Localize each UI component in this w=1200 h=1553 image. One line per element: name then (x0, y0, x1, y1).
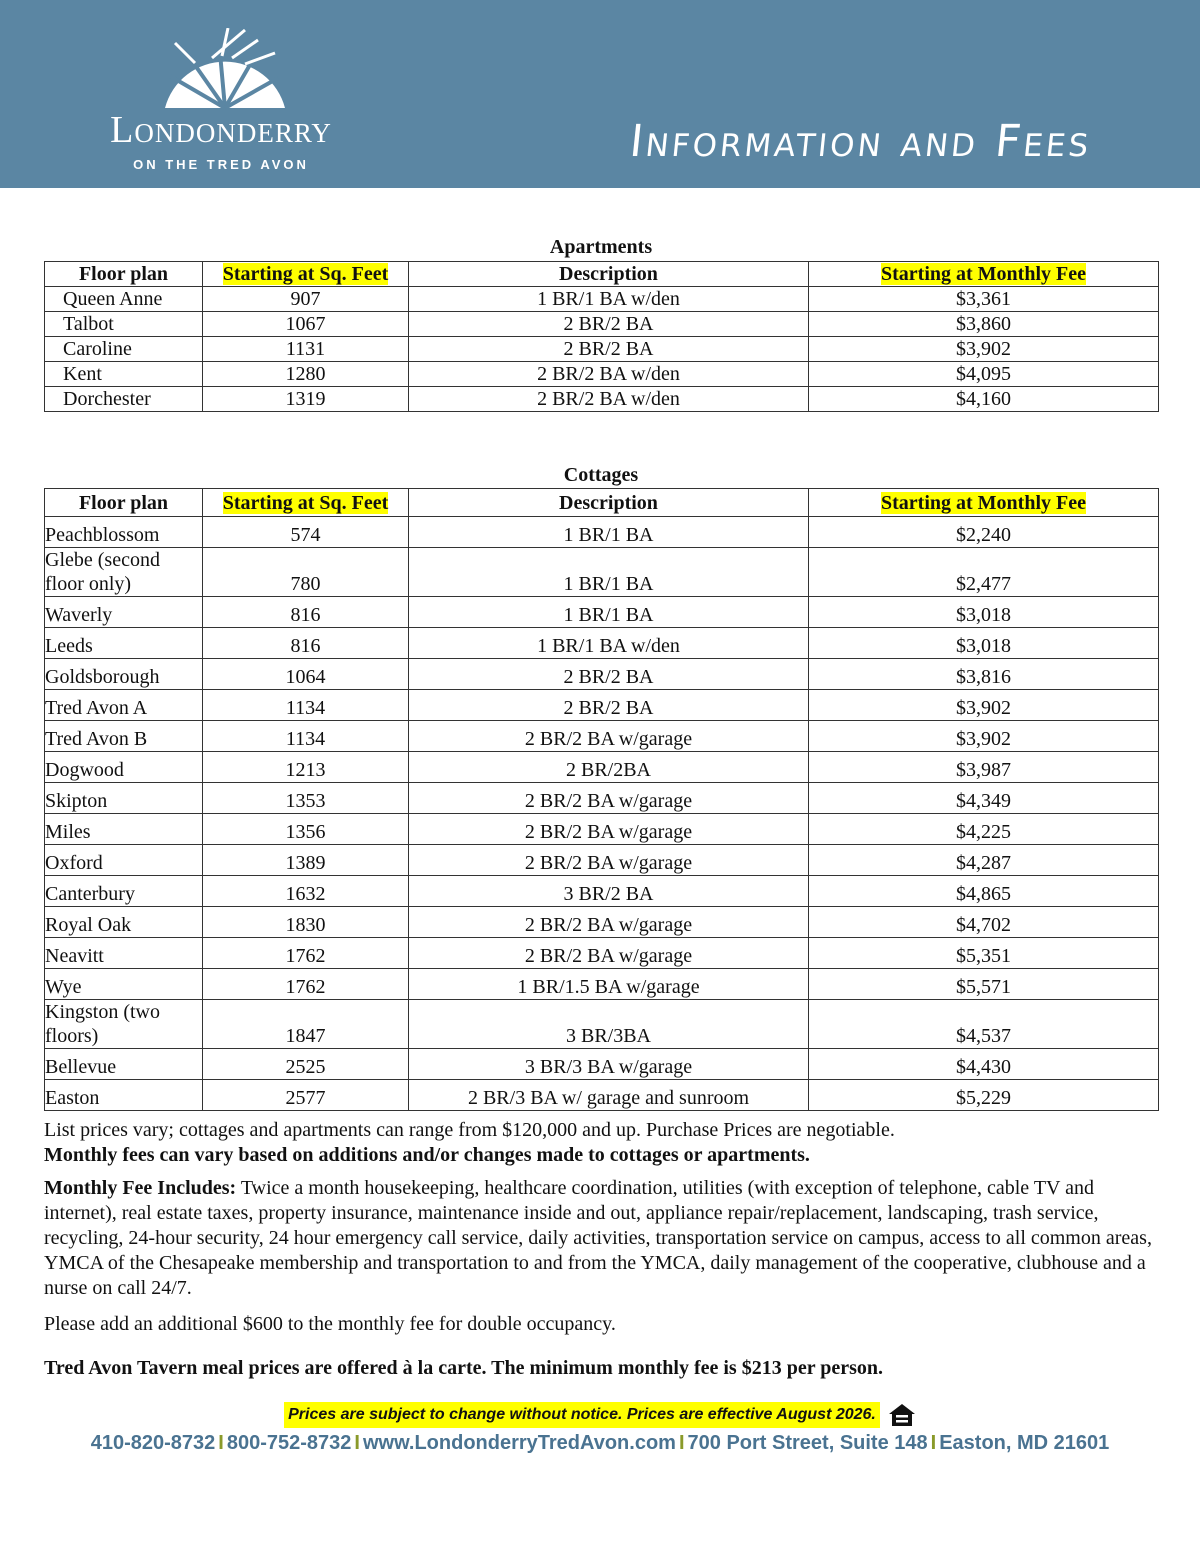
cell-floor-plan: Easton (45, 1080, 203, 1111)
monthly-fee-vary-note: Monthly fees can vary based on additions and/or changes made to cottages or apartments. (44, 1144, 810, 1166)
cell-floor-plan: Canterbury (45, 876, 203, 907)
column-header-description: Description (409, 262, 809, 287)
table-row (45, 690, 1159, 721)
cell-sq-feet: 816 (203, 628, 409, 659)
cell-description: 2 BR/2BA (409, 752, 809, 783)
cell-floor-plan: Skipton (45, 783, 203, 814)
price-notice-row (0, 1402, 1200, 1428)
cell-sq-feet: 1213 (203, 752, 409, 783)
cell-sq-feet: 1064 (203, 659, 409, 690)
cell-description: 2 BR/2 BA (409, 659, 809, 690)
column-header-sq-feet: Starting at Sq. Feet (203, 262, 409, 287)
cell-sq-feet: 2577 (203, 1080, 409, 1111)
cell-monthly-fee: $5,229 (809, 1080, 1159, 1111)
tavern-note: Tred Avon Tavern meal prices are offered à la carte. The minimum monthly fee is $213 per person. (44, 1357, 884, 1379)
cell-floor-plan: Oxford (45, 845, 203, 876)
table-row (45, 814, 1159, 845)
table-row (45, 752, 1159, 783)
cell-monthly-fee: $2,240 (809, 517, 1159, 548)
column-header-monthly-fee: Starting at Monthly Fee (809, 262, 1159, 287)
table-row (45, 362, 1159, 387)
apartments-title: Apartments (549, 236, 653, 258)
cell-description: 2 BR/2 BA w/garage (409, 721, 809, 752)
cell-floor-plan: Wye (45, 969, 203, 1000)
cell-monthly-fee: $3,860 (809, 312, 1159, 337)
website-link[interactable]: www.LondonderryTredAvon.com (362, 1432, 676, 1454)
cell-description: 2 BR/2 BA w/garage (409, 783, 809, 814)
separator: I (678, 1432, 685, 1454)
cell-floor-plan: Kingston (two floors) (45, 1000, 203, 1049)
table-row (45, 1080, 1159, 1111)
cell-floor-plan: Neavitt (45, 938, 203, 969)
cell-sq-feet: 574 (203, 517, 409, 548)
cell-monthly-fee: $2,477 (809, 548, 1159, 597)
cell-monthly-fee: $4,225 (809, 814, 1159, 845)
cell-description: 2 BR/2 BA (409, 337, 809, 362)
cottages-title: Cottages (563, 464, 639, 486)
cell-monthly-fee: $4,349 (809, 783, 1159, 814)
cell-monthly-fee: $5,351 (809, 938, 1159, 969)
header-banner (0, 0, 1200, 188)
table-row (45, 1000, 1159, 1049)
cell-description: 1 BR/1 BA w/den (409, 287, 809, 312)
cell-sq-feet: 1389 (203, 845, 409, 876)
brand-name: Londonderry (110, 109, 332, 151)
cell-sq-feet: 1847 (203, 1000, 409, 1049)
list-prices-note: List prices vary; cottages and apartments can range from $120,000 and up. Purchase Prices are negotiable. (44, 1119, 895, 1141)
cell-monthly-fee: $3,902 (809, 721, 1159, 752)
cell-sq-feet: 816 (203, 597, 409, 628)
table-row (45, 387, 1159, 412)
cell-description: 2 BR/2 BA w/den (409, 387, 809, 412)
cell-sq-feet: 2525 (203, 1049, 409, 1080)
apartments-table (44, 261, 1159, 412)
cell-monthly-fee: $4,537 (809, 1000, 1159, 1049)
city-state-zip: Easton, MD 21601 (939, 1432, 1110, 1454)
cell-sq-feet: 1280 (203, 362, 409, 387)
cell-sq-feet: 1830 (203, 907, 409, 938)
cell-sq-feet: 1353 (203, 783, 409, 814)
cell-floor-plan: Waverly (45, 597, 203, 628)
cell-sq-feet: 780 (203, 548, 409, 597)
table-row (45, 337, 1159, 362)
table-row (45, 969, 1159, 1000)
table-row (45, 1049, 1159, 1080)
cell-description: 2 BR/2 BA w/den (409, 362, 809, 387)
cell-floor-plan: Dogwood (45, 752, 203, 783)
cell-sq-feet: 1134 (203, 690, 409, 721)
cell-floor-plan: Dorchester (45, 387, 203, 412)
cell-floor-plan: Miles (45, 814, 203, 845)
cell-description: 3 BR/3 BA w/garage (409, 1049, 809, 1080)
table-row (45, 659, 1159, 690)
equal-housing-opportunity-icon (888, 1403, 916, 1427)
page-title: Information and Fees (627, 116, 1095, 167)
table-row (45, 287, 1159, 312)
separator: I (354, 1432, 360, 1454)
brand-tagline: ON THE TRED AVON (133, 157, 309, 172)
cottages-table (44, 488, 1159, 1111)
cell-sq-feet: 1632 (203, 876, 409, 907)
price-change-notice: Prices are subject to change without notice. Prices are effective August 2026. (284, 1402, 880, 1428)
cell-monthly-fee: $4,702 (809, 907, 1159, 938)
cell-monthly-fee: $4,095 (809, 362, 1159, 387)
cell-description: 2 BR/2 BA (409, 312, 809, 337)
cell-monthly-fee: $3,902 (809, 337, 1159, 362)
column-header-floor-plan: Floor plan (45, 489, 203, 517)
table-header-row (45, 262, 1159, 287)
cell-description: 3 BR/3BA (409, 1000, 809, 1049)
monthly-fee-includes (44, 1176, 1156, 1301)
includes-text: Twice a month housekeeping, healthcare coordination, utilities (with exception of telephone, cable TV and internet), real estate taxes, property insurance, maintenance inside and out, appliance repair/replacement, landscaping, trash service, recycling, 24-hour security, 24 hour emergency call service, daily activities, transportation service on campus, access to all common areas, YMCA of the Chesapeake membership and transportation to and from the YMCA, daily management of the cooperative, clubhouse and a nurse on call 24/7. (44, 1177, 1152, 1299)
includes-label: Monthly Fee Includes: (44, 1177, 237, 1199)
table-row (45, 721, 1159, 752)
cell-floor-plan: Queen Anne (45, 287, 203, 312)
cell-description: 2 BR/2 BA (409, 690, 809, 721)
cell-monthly-fee: $4,430 (809, 1049, 1159, 1080)
cell-monthly-fee: $4,287 (809, 845, 1159, 876)
cell-description: 2 BR/2 BA w/garage (409, 938, 809, 969)
cell-floor-plan: Caroline (45, 337, 203, 362)
cell-sq-feet: 907 (203, 287, 409, 312)
apartments-rows (45, 287, 1159, 412)
cell-floor-plan: Goldsborough (45, 659, 203, 690)
cell-floor-plan: Tred Avon B (45, 721, 203, 752)
cell-sq-feet: 1134 (203, 721, 409, 752)
table-row (45, 517, 1159, 548)
cell-monthly-fee: $3,018 (809, 597, 1159, 628)
cell-description: 2 BR/2 BA w/garage (409, 814, 809, 845)
cell-floor-plan: Glebe (second floor only) (45, 548, 203, 597)
cell-floor-plan: Leeds (45, 628, 203, 659)
column-header-description: Description (409, 489, 809, 517)
cell-monthly-fee: $3,018 (809, 628, 1159, 659)
cell-sq-feet: 1131 (203, 337, 409, 362)
cell-monthly-fee: $4,865 (809, 876, 1159, 907)
phone-toll-free[interactable]: 800-752-8732 (226, 1432, 352, 1454)
cell-description: 2 BR/2 BA w/garage (409, 907, 809, 938)
table-row (45, 938, 1159, 969)
cell-monthly-fee: $3,361 (809, 287, 1159, 312)
table-row (45, 907, 1159, 938)
table-row (45, 312, 1159, 337)
separator: I (218, 1432, 224, 1454)
table-row (45, 548, 1159, 597)
cell-description: 2 BR/3 BA w/ garage and sunroom (409, 1080, 809, 1111)
cell-description: 1 BR/1 BA w/den (409, 628, 809, 659)
column-header-sq-feet: Starting at Sq. Feet (203, 489, 409, 517)
cell-description: 1 BR/1.5 BA w/garage (409, 969, 809, 1000)
double-occupancy-note: Please add an additional $600 to the monthly fee for double occupancy. (44, 1313, 616, 1335)
table-row (45, 597, 1159, 628)
cell-floor-plan: Peachblossom (45, 517, 203, 548)
cell-description: 2 BR/2 BA w/garage (409, 845, 809, 876)
column-header-monthly-fee: Starting at Monthly Fee (809, 489, 1159, 517)
cell-monthly-fee: $3,902 (809, 690, 1159, 721)
cell-description: 1 BR/1 BA (409, 517, 809, 548)
table-row (45, 845, 1159, 876)
cell-monthly-fee: $5,571 (809, 969, 1159, 1000)
phone-primary[interactable]: 410-820-8732 (90, 1432, 216, 1454)
cell-floor-plan: Talbot (45, 312, 203, 337)
cell-monthly-fee: $3,987 (809, 752, 1159, 783)
table-row (45, 876, 1159, 907)
cottages-rows (45, 517, 1159, 1111)
contact-bar (0, 1432, 1200, 1455)
cell-description: 1 BR/1 BA (409, 548, 809, 597)
cell-sq-feet: 1319 (203, 387, 409, 412)
cell-floor-plan: Tred Avon A (45, 690, 203, 721)
cell-monthly-fee: $4,160 (809, 387, 1159, 412)
cell-floor-plan: Bellevue (45, 1049, 203, 1080)
column-header-floor-plan: Floor plan (45, 262, 203, 287)
londonderry-logo-icon (150, 28, 300, 113)
cell-description: 3 BR/2 BA (409, 876, 809, 907)
cell-sq-feet: 1067 (203, 312, 409, 337)
table-header-row (45, 489, 1159, 517)
cell-floor-plan: Kent (45, 362, 203, 387)
cell-sq-feet: 1762 (203, 938, 409, 969)
table-row (45, 628, 1159, 659)
cell-sq-feet: 1356 (203, 814, 409, 845)
separator: I (930, 1432, 937, 1454)
cell-description: 1 BR/1 BA (409, 597, 809, 628)
table-row (45, 783, 1159, 814)
cell-sq-feet: 1762 (203, 969, 409, 1000)
cell-floor-plan: Royal Oak (45, 907, 203, 938)
street-address: 700 Port Street, Suite 148 (687, 1432, 928, 1454)
cell-monthly-fee: $3,816 (809, 659, 1159, 690)
